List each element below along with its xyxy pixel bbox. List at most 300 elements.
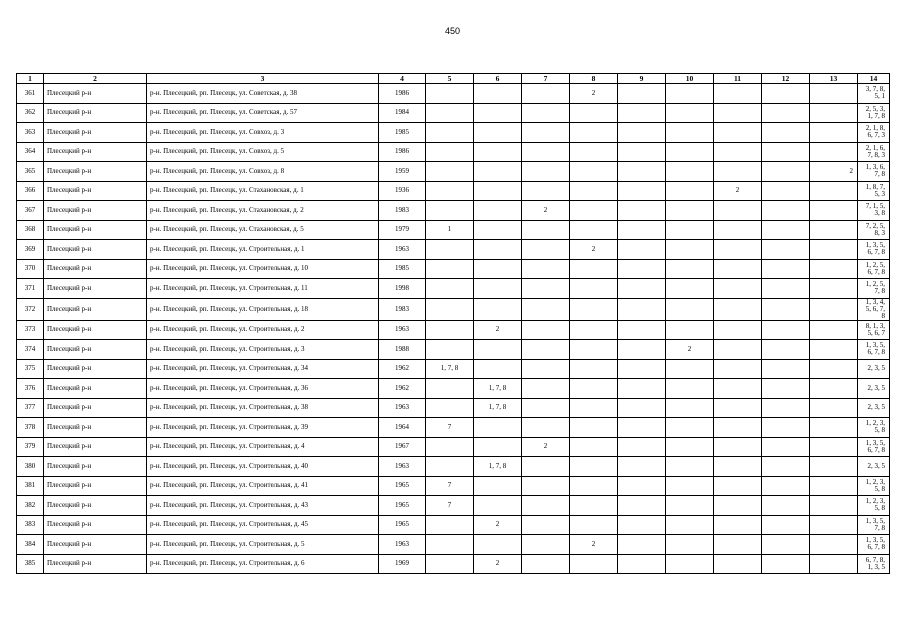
table-cell-col-2: Плесецкий р-н bbox=[44, 279, 147, 299]
table-cell-col-13 bbox=[810, 201, 858, 221]
table-cell-col-1: 371 bbox=[17, 279, 44, 299]
column-header-5: 5 bbox=[426, 74, 474, 84]
table-cell-col-14: 2, 3, 5 bbox=[858, 359, 890, 379]
table-cell-col-9 bbox=[618, 103, 666, 123]
table-cell-col-6 bbox=[474, 123, 522, 143]
table-cell-col-5 bbox=[426, 201, 474, 221]
table-cell-col-6 bbox=[474, 418, 522, 438]
table-cell-col-4: 1967 bbox=[379, 437, 426, 457]
table-cell-col-12 bbox=[762, 240, 810, 260]
table-cell-col-6: 1, 7, 8 bbox=[474, 379, 522, 399]
table-cell-col-11 bbox=[714, 437, 762, 457]
table-cell-col-10 bbox=[666, 496, 714, 516]
table-cell-col-14: 1, 2, 3, 5, 8 bbox=[858, 496, 890, 516]
table-cell-col-9 bbox=[618, 123, 666, 143]
table-cell-col-2: Плесецкий р-н bbox=[44, 515, 147, 535]
table-row bbox=[17, 181, 890, 201]
column-header-11: 11 bbox=[714, 74, 762, 84]
table-cell-col-10 bbox=[666, 379, 714, 399]
table-cell-col-3: р-н. Плесецкий, рп. Плесецк, ул. Строительная, д. 5 bbox=[147, 535, 379, 555]
table-cell-col-14: 1, 3, 5, 6, 7, 8 bbox=[858, 535, 890, 555]
column-header-1: 1 bbox=[17, 74, 44, 84]
table-cell-col-3: р-н. Плесецкий, рп. Плесецк, ул. Строительная, д. 11 bbox=[147, 279, 379, 299]
table-row bbox=[17, 340, 890, 360]
table-cell-col-11 bbox=[714, 142, 762, 162]
table-cell-col-2: Плесецкий р-н bbox=[44, 162, 147, 182]
table-cell-col-6 bbox=[474, 359, 522, 379]
table-row bbox=[17, 298, 890, 320]
table-cell-col-7 bbox=[522, 142, 570, 162]
page-number: 450 bbox=[444, 26, 461, 36]
table-cell-col-7 bbox=[522, 279, 570, 299]
table-cell-col-1: 364 bbox=[17, 142, 44, 162]
table-row bbox=[17, 359, 890, 379]
table-cell-col-11 bbox=[714, 359, 762, 379]
table-cell-col-10 bbox=[666, 535, 714, 555]
table-cell-col-12 bbox=[762, 340, 810, 360]
table-cell-col-2: Плесецкий р-н bbox=[44, 320, 147, 340]
table-cell-col-11 bbox=[714, 298, 762, 320]
table-cell-col-5 bbox=[426, 162, 474, 182]
table-cell-col-9 bbox=[618, 142, 666, 162]
table-cell-col-5 bbox=[426, 340, 474, 360]
table-cell-col-3: р-н. Плесецкий, рп. Плесецк, ул. Строительная, д. 40 bbox=[147, 457, 379, 477]
table-cell-col-12 bbox=[762, 418, 810, 438]
table-cell-col-1: 385 bbox=[17, 554, 44, 574]
table-cell-col-11 bbox=[714, 379, 762, 399]
table-cell-col-2: Плесецкий р-н bbox=[44, 496, 147, 516]
table-cell-col-3: р-н. Плесецкий, рп. Плесецк, ул. Совхоз, д. 5 bbox=[147, 142, 379, 162]
table-cell-col-12 bbox=[762, 84, 810, 104]
table-cell-col-13 bbox=[810, 535, 858, 555]
table-cell-col-4: 1963 bbox=[379, 320, 426, 340]
column-header-7: 7 bbox=[522, 74, 570, 84]
table-row bbox=[17, 123, 890, 143]
column-header-8: 8 bbox=[570, 74, 618, 84]
table-cell-col-11 bbox=[714, 320, 762, 340]
table-cell-col-11 bbox=[714, 418, 762, 438]
table-cell-col-13 bbox=[810, 298, 858, 320]
table-cell-col-7 bbox=[522, 220, 570, 240]
table-cell-col-14: 1, 2, 5, 7, 8 bbox=[858, 279, 890, 299]
table-cell-col-4: 1963 bbox=[379, 535, 426, 555]
table-cell-col-2: Плесецкий р-н bbox=[44, 398, 147, 418]
table-cell-col-5 bbox=[426, 259, 474, 279]
table-cell-col-8 bbox=[570, 554, 618, 574]
table-cell-col-8 bbox=[570, 457, 618, 477]
table-cell-col-9 bbox=[618, 340, 666, 360]
column-header-4: 4 bbox=[379, 74, 426, 84]
table-cell-col-13 bbox=[810, 103, 858, 123]
table-cell-col-12 bbox=[762, 142, 810, 162]
table-cell-col-1: 368 bbox=[17, 220, 44, 240]
table-cell-col-7 bbox=[522, 476, 570, 496]
table-row bbox=[17, 535, 890, 555]
table-cell-col-1: 382 bbox=[17, 496, 44, 516]
table-cell-col-7 bbox=[522, 340, 570, 360]
table-row bbox=[17, 162, 890, 182]
table-cell-col-8 bbox=[570, 201, 618, 221]
table-cell-col-12 bbox=[762, 535, 810, 555]
table-cell-col-4: 1963 bbox=[379, 457, 426, 477]
table-cell-col-11 bbox=[714, 240, 762, 260]
table-cell-col-4: 1964 bbox=[379, 418, 426, 438]
table-cell-col-10 bbox=[666, 418, 714, 438]
table-cell-col-7 bbox=[522, 418, 570, 438]
table-cell-col-13 bbox=[810, 398, 858, 418]
table-cell-col-5: 7 bbox=[426, 496, 474, 516]
table-cell-col-13 bbox=[810, 123, 858, 143]
table-cell-col-2: Плесецкий р-н bbox=[44, 259, 147, 279]
table-cell-col-6 bbox=[474, 103, 522, 123]
table-cell-col-10 bbox=[666, 162, 714, 182]
table-cell-col-1: 381 bbox=[17, 476, 44, 496]
table-cell-col-1: 370 bbox=[17, 259, 44, 279]
table-cell-col-10 bbox=[666, 298, 714, 320]
table-cell-col-14: 8, 1, 3, 5, 6, 7 bbox=[858, 320, 890, 340]
table-cell-col-3: р-н. Плесецкий, рп. Плесецк, ул. Стахановская, д. 2 bbox=[147, 201, 379, 221]
table-cell-col-5 bbox=[426, 181, 474, 201]
table-cell-col-12 bbox=[762, 359, 810, 379]
table-cell-col-6: 2 bbox=[474, 320, 522, 340]
table-cell-col-12 bbox=[762, 379, 810, 399]
table-cell-col-3: р-н. Плесецкий, рп. Плесецк, ул. Стахановская, д. 5 bbox=[147, 220, 379, 240]
table-cell-col-4: 1965 bbox=[379, 476, 426, 496]
table-cell-col-4: 1965 bbox=[379, 496, 426, 516]
table-cell-col-9 bbox=[618, 418, 666, 438]
table-cell-col-7 bbox=[522, 320, 570, 340]
table-cell-col-8 bbox=[570, 320, 618, 340]
table-cell-col-6 bbox=[474, 240, 522, 260]
table-cell-col-10 bbox=[666, 437, 714, 457]
table-cell-col-3: р-н. Плесецкий, рп. Плесецк, ул. Советская, д. 57 bbox=[147, 103, 379, 123]
table-cell-col-8: 2 bbox=[570, 84, 618, 104]
table-cell-col-11 bbox=[714, 515, 762, 535]
table-cell-col-12 bbox=[762, 398, 810, 418]
table-cell-col-10 bbox=[666, 84, 714, 104]
table-cell-col-9 bbox=[618, 457, 666, 477]
table-cell-col-13 bbox=[810, 496, 858, 516]
table-cell-col-12 bbox=[762, 437, 810, 457]
table-cell-col-6 bbox=[474, 535, 522, 555]
table-cell-col-4: 1983 bbox=[379, 201, 426, 221]
table-cell-col-10 bbox=[666, 320, 714, 340]
table-cell-col-3: р-н. Плесецкий, рп. Плесецк, ул. Строительная, д. 6 bbox=[147, 554, 379, 574]
table-cell-col-14: 7, 2, 5, 8, 3 bbox=[858, 220, 890, 240]
table-cell-col-6 bbox=[474, 181, 522, 201]
table-cell-col-14: 6, 7, 8, 1, 3, 5 bbox=[858, 554, 890, 574]
table-cell-col-1: 366 bbox=[17, 181, 44, 201]
table-cell-col-4: 1983 bbox=[379, 298, 426, 320]
table-cell-col-14: 1, 2, 3, 5, 8 bbox=[858, 418, 890, 438]
table-cell-col-6 bbox=[474, 220, 522, 240]
table-cell-col-5 bbox=[426, 240, 474, 260]
table-cell-col-1: 384 bbox=[17, 535, 44, 555]
table-cell-col-9 bbox=[618, 437, 666, 457]
table-cell-col-4: 1936 bbox=[379, 181, 426, 201]
table-cell-col-13 bbox=[810, 457, 858, 477]
column-header-14: 14 bbox=[858, 74, 890, 84]
table-cell-col-14: 1, 3, 4, 5, 6, 7, 8 bbox=[858, 298, 890, 320]
table-cell-col-3: р-н. Плесецкий, рп. Плесецк, ул. Строительная, д. 2 bbox=[147, 320, 379, 340]
table-cell-col-4: 1963 bbox=[379, 240, 426, 260]
table-cell-col-10 bbox=[666, 220, 714, 240]
table-cell-col-12 bbox=[762, 259, 810, 279]
table-cell-col-7: 2 bbox=[522, 437, 570, 457]
table-cell-col-8 bbox=[570, 220, 618, 240]
table-cell-col-11: 2 bbox=[714, 181, 762, 201]
table-row bbox=[17, 379, 890, 399]
table-cell-col-3: р-н. Плесецкий, рп. Плесецк, ул. Советская, д. 38 bbox=[147, 84, 379, 104]
table-cell-col-9 bbox=[618, 259, 666, 279]
table-cell-col-12 bbox=[762, 162, 810, 182]
table-cell-col-5 bbox=[426, 84, 474, 104]
table-cell-col-14: 2, 1, 8, 6, 7, 3 bbox=[858, 123, 890, 143]
table-cell-col-1: 372 bbox=[17, 298, 44, 320]
table-cell-col-4: 1986 bbox=[379, 142, 426, 162]
table-cell-col-3: р-н. Плесецкий, рп. Плесецк, ул. Строительная, д. 43 bbox=[147, 496, 379, 516]
table-cell-col-2: Плесецкий р-н bbox=[44, 359, 147, 379]
table-cell-col-5: 7 bbox=[426, 418, 474, 438]
table-cell-col-1: 367 bbox=[17, 201, 44, 221]
table-cell-col-4: 1986 bbox=[379, 84, 426, 104]
table-cell-col-5 bbox=[426, 279, 474, 299]
table-cell-col-12 bbox=[762, 201, 810, 221]
table-cell-col-13 bbox=[810, 259, 858, 279]
table-row bbox=[17, 476, 890, 496]
table-cell-col-10 bbox=[666, 457, 714, 477]
table-cell-col-13 bbox=[810, 340, 858, 360]
table-cell-col-14: 2, 5, 3, 1, 7, 8 bbox=[858, 103, 890, 123]
table-cell-col-4: 1969 bbox=[379, 554, 426, 574]
table-cell-col-7 bbox=[522, 298, 570, 320]
table-cell-col-3: р-н. Плесецкий, рп. Плесецк, ул. Совхоз, д. 3 bbox=[147, 123, 379, 143]
table-cell-col-14: 2, 3, 5 bbox=[858, 379, 890, 399]
header-row bbox=[17, 74, 890, 84]
table-cell-col-8 bbox=[570, 162, 618, 182]
table-cell-col-10 bbox=[666, 515, 714, 535]
data-table bbox=[16, 73, 890, 574]
table-cell-col-2: Плесецкий р-н bbox=[44, 476, 147, 496]
table-cell-col-9 bbox=[618, 298, 666, 320]
table-row bbox=[17, 220, 890, 240]
table-cell-col-9 bbox=[618, 201, 666, 221]
table-cell-col-2: Плесецкий р-н bbox=[44, 142, 147, 162]
table-cell-col-8 bbox=[570, 103, 618, 123]
table-cell-col-6 bbox=[474, 298, 522, 320]
table-cell-col-4: 1962 bbox=[379, 359, 426, 379]
table-cell-col-6: 1, 7, 8 bbox=[474, 457, 522, 477]
table-cell-col-11 bbox=[714, 201, 762, 221]
table-cell-col-8 bbox=[570, 496, 618, 516]
table-cell-col-5 bbox=[426, 142, 474, 162]
table-cell-col-8 bbox=[570, 142, 618, 162]
table-cell-col-9 bbox=[618, 398, 666, 418]
table-cell-col-11 bbox=[714, 84, 762, 104]
table-row bbox=[17, 398, 890, 418]
table-cell-col-6 bbox=[474, 259, 522, 279]
table-cell-col-14: 1, 3, 5, 6, 7, 8 bbox=[858, 340, 890, 360]
table-cell-col-5 bbox=[426, 398, 474, 418]
table-cell-col-14: 2, 1, 6, 7, 8, 3 bbox=[858, 142, 890, 162]
table-cell-col-14: 2, 3, 5 bbox=[858, 398, 890, 418]
table-cell-col-8 bbox=[570, 398, 618, 418]
table-cell-col-11 bbox=[714, 457, 762, 477]
table-cell-col-6 bbox=[474, 84, 522, 104]
table-cell-col-12 bbox=[762, 554, 810, 574]
table-cell-col-1: 373 bbox=[17, 320, 44, 340]
table-cell-col-8 bbox=[570, 515, 618, 535]
table-cell-col-6: 2 bbox=[474, 515, 522, 535]
table-cell-col-8 bbox=[570, 340, 618, 360]
table-cell-col-7 bbox=[522, 84, 570, 104]
table-cell-col-14: 3, 7, 8, 5, 1 bbox=[858, 84, 890, 104]
table-cell-col-8 bbox=[570, 181, 618, 201]
table-cell-col-7 bbox=[522, 554, 570, 574]
table-cell-col-8 bbox=[570, 359, 618, 379]
table-cell-col-4: 1959 bbox=[379, 162, 426, 182]
table-cell-col-12 bbox=[762, 181, 810, 201]
table-row bbox=[17, 142, 890, 162]
table-cell-col-8 bbox=[570, 476, 618, 496]
table-cell-col-5 bbox=[426, 457, 474, 477]
table-cell-col-11 bbox=[714, 496, 762, 516]
table-cell-col-2: Плесецкий р-н bbox=[44, 103, 147, 123]
table-cell-col-7 bbox=[522, 359, 570, 379]
table-cell-col-6 bbox=[474, 476, 522, 496]
table-cell-col-11 bbox=[714, 103, 762, 123]
table-cell-col-2: Плесецкий р-н bbox=[44, 240, 147, 260]
table-cell-col-11 bbox=[714, 162, 762, 182]
table-cell-col-12 bbox=[762, 220, 810, 240]
table-cell-col-9 bbox=[618, 220, 666, 240]
table-cell-col-7 bbox=[522, 103, 570, 123]
table-cell-col-11 bbox=[714, 259, 762, 279]
table-cell-col-11 bbox=[714, 123, 762, 143]
table-cell-col-3: р-н. Плесецкий, рп. Плесецк, ул. Строительная, д. 34 bbox=[147, 359, 379, 379]
table-cell-col-7 bbox=[522, 457, 570, 477]
table-cell-col-9 bbox=[618, 496, 666, 516]
table-body bbox=[17, 84, 890, 574]
table-cell-col-8 bbox=[570, 298, 618, 320]
table-cell-col-7 bbox=[522, 162, 570, 182]
table-cell-col-14: 1, 3, 6, 7, 8 bbox=[858, 162, 890, 182]
table-cell-col-13 bbox=[810, 320, 858, 340]
table-cell-col-7 bbox=[522, 515, 570, 535]
table-cell-col-1: 376 bbox=[17, 379, 44, 399]
table-cell-col-7 bbox=[522, 398, 570, 418]
table-cell-col-7 bbox=[522, 496, 570, 516]
table-cell-col-2: Плесецкий р-н bbox=[44, 437, 147, 457]
table-cell-col-5 bbox=[426, 437, 474, 457]
table-cell-col-7 bbox=[522, 259, 570, 279]
table-cell-col-2: Плесецкий р-н bbox=[44, 123, 147, 143]
table-row bbox=[17, 437, 890, 457]
table-cell-col-8 bbox=[570, 123, 618, 143]
table-cell-col-2: Плесецкий р-н bbox=[44, 457, 147, 477]
table-cell-col-6 bbox=[474, 279, 522, 299]
table-cell-col-13 bbox=[810, 554, 858, 574]
table-cell-col-5 bbox=[426, 298, 474, 320]
table-cell-col-1: 361 bbox=[17, 84, 44, 104]
table-cell-col-13: 2 bbox=[810, 162, 858, 182]
table-cell-col-10 bbox=[666, 259, 714, 279]
table-cell-col-3: р-н. Плесецкий, рп. Плесецк, ул. Совхоз, д. 8 bbox=[147, 162, 379, 182]
table-cell-col-2: Плесецкий р-н bbox=[44, 535, 147, 555]
table-cell-col-3: р-н. Плесецкий, рп. Плесецк, ул. Строительная, д. 4 bbox=[147, 437, 379, 457]
table-cell-col-10 bbox=[666, 103, 714, 123]
table-cell-col-10: 2 bbox=[666, 340, 714, 360]
table-cell-col-1: 374 bbox=[17, 340, 44, 360]
table-cell-col-9 bbox=[618, 162, 666, 182]
table-cell-col-5 bbox=[426, 103, 474, 123]
table-cell-col-10 bbox=[666, 554, 714, 574]
table-cell-col-1: 377 bbox=[17, 398, 44, 418]
table-cell-col-2: Плесецкий р-н bbox=[44, 340, 147, 360]
table-row bbox=[17, 259, 890, 279]
table-cell-col-4: 1962 bbox=[379, 379, 426, 399]
table-cell-col-3: р-н. Плесецкий, рп. Плесецк, ул. Строительная, д. 3 bbox=[147, 340, 379, 360]
table-cell-col-4: 1998 bbox=[379, 279, 426, 299]
table-cell-col-4: 1985 bbox=[379, 259, 426, 279]
table-cell-col-4: 1979 bbox=[379, 220, 426, 240]
table-cell-col-4: 1963 bbox=[379, 398, 426, 418]
table-cell-col-11 bbox=[714, 535, 762, 555]
table-cell-col-1: 365 bbox=[17, 162, 44, 182]
table-cell-col-14: 1, 2, 3, 5, 8 bbox=[858, 476, 890, 496]
table-cell-col-7 bbox=[522, 240, 570, 260]
table-cell-col-4: 1984 bbox=[379, 103, 426, 123]
table-row bbox=[17, 515, 890, 535]
table-cell-col-13 bbox=[810, 84, 858, 104]
column-header-3: 3 bbox=[147, 74, 379, 84]
table-cell-col-1: 363 bbox=[17, 123, 44, 143]
table-cell-col-9 bbox=[618, 240, 666, 260]
table-cell-col-1: 379 bbox=[17, 437, 44, 457]
column-header-13: 13 bbox=[810, 74, 858, 84]
table-cell-col-3: р-н. Плесецкий, рп. Плесецк, ул. Строительная, д. 1 bbox=[147, 240, 379, 260]
table-cell-col-7 bbox=[522, 379, 570, 399]
table-cell-col-7 bbox=[522, 535, 570, 555]
table-cell-col-2: Плесецкий р-н bbox=[44, 220, 147, 240]
table-cell-col-10 bbox=[666, 398, 714, 418]
table-cell-col-10 bbox=[666, 279, 714, 299]
table-cell-col-13 bbox=[810, 220, 858, 240]
table-cell-col-13 bbox=[810, 359, 858, 379]
table-cell-col-6 bbox=[474, 340, 522, 360]
table-cell-col-6: 2 bbox=[474, 554, 522, 574]
table-cell-col-5 bbox=[426, 515, 474, 535]
table-cell-col-2: Плесецкий р-н bbox=[44, 379, 147, 399]
table-cell-col-5 bbox=[426, 535, 474, 555]
table-cell-col-5 bbox=[426, 320, 474, 340]
column-header-6: 6 bbox=[474, 74, 522, 84]
table-cell-col-3: р-н. Плесецкий, рп. Плесецк, ул. Строительная, д. 45 bbox=[147, 515, 379, 535]
table-cell-col-8: 2 bbox=[570, 240, 618, 260]
table-cell-col-13 bbox=[810, 476, 858, 496]
table-row bbox=[17, 279, 890, 299]
table-cell-col-4: 1988 bbox=[379, 340, 426, 360]
table-cell-col-10 bbox=[666, 201, 714, 221]
table-row bbox=[17, 457, 890, 477]
table-cell-col-10 bbox=[666, 181, 714, 201]
table-cell-col-12 bbox=[762, 298, 810, 320]
table-cell-col-6 bbox=[474, 437, 522, 457]
table-cell-col-10 bbox=[666, 240, 714, 260]
table-cell-col-11 bbox=[714, 340, 762, 360]
table-row bbox=[17, 320, 890, 340]
table-cell-col-12 bbox=[762, 320, 810, 340]
